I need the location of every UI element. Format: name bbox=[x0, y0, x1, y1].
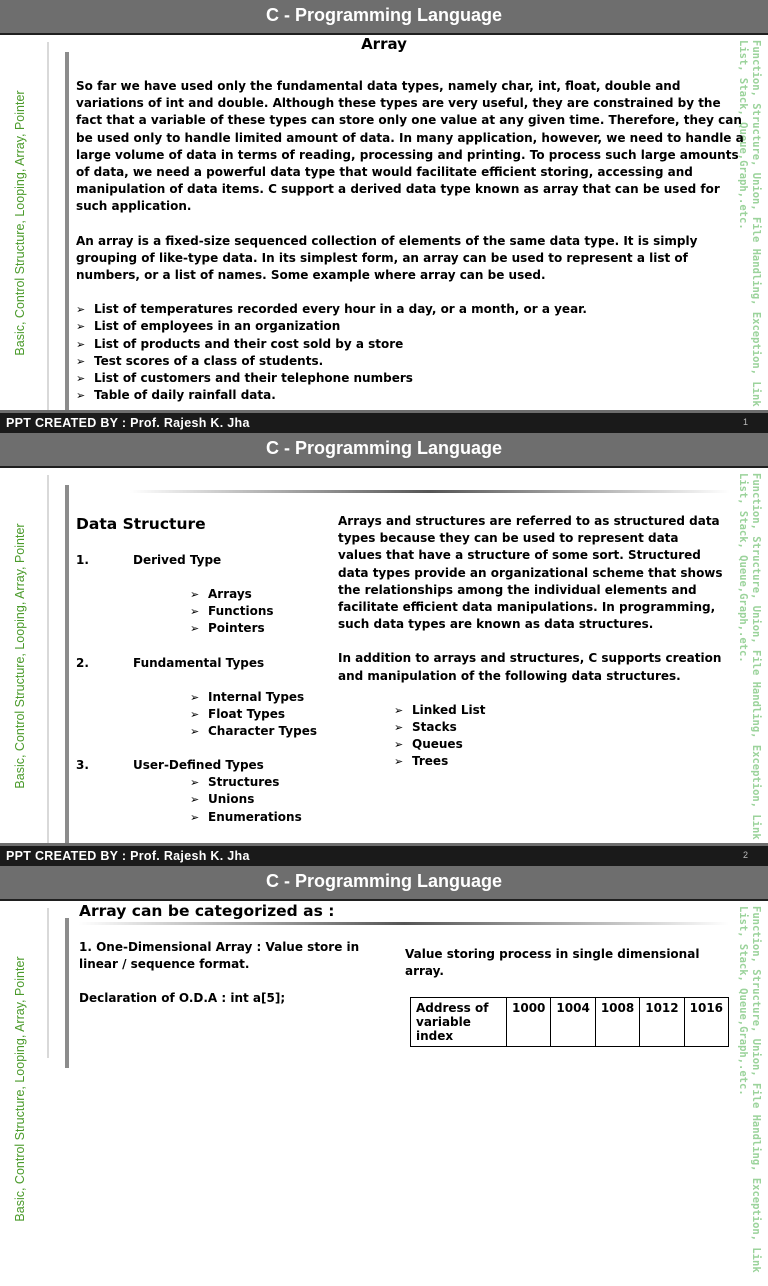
divider-line bbox=[65, 52, 69, 410]
paragraph: So far we have used only the fundamental data types, namely char, int, float, double and variations of int and double. Although these types are very useful, they are constrained by the fact that a variable of these types can store only one value at any given time. Therefore, they can be used only to handle limited amount of data. In many application, however, we need to handle a large volume of data in terms of reading, processing and printing. To process such large amounts of data, we need a powerful data type that would facilitate efficient storing, accessing and manipulation of data items. C support a derived data type known as array that can be used for such application. bbox=[76, 79, 744, 214]
left-topic-strip bbox=[0, 901, 40, 1276]
slide-header-title: C - Programming Language bbox=[265, 438, 503, 458]
group-label: Derived Type bbox=[133, 553, 222, 567]
slide-header-title: C - Programming Language bbox=[265, 5, 503, 25]
slide-2 bbox=[0, 433, 768, 866]
left-topic-text: Basic, Control Structure, Looping, Array, Pointer bbox=[13, 955, 27, 1222]
right-topic-text: Function, Structure, Union, File Handling, Exception, Link List, Stack, Queue,Graph,.etc. bbox=[737, 40, 762, 407]
right-topic-strip bbox=[730, 906, 768, 1276]
group-derived bbox=[76, 552, 331, 569]
list-item: ➢ Enumerations bbox=[190, 809, 331, 826]
divider-line bbox=[47, 908, 49, 1058]
paragraph: In addition to arrays and structures, C supports creation and manipulation of the following data structures. bbox=[338, 651, 722, 683]
table-cell: 1016 bbox=[684, 998, 728, 1047]
list-item: ➢ Test scores of a class of students. bbox=[76, 353, 744, 370]
heading-rule bbox=[79, 922, 729, 925]
divider-line bbox=[65, 485, 69, 843]
list-item: ➢ Structures bbox=[190, 774, 331, 791]
list-item: ➢ Functions bbox=[190, 603, 331, 620]
left-topic-text: Basic, Control Structure, Looping, Array, Pointer bbox=[13, 89, 27, 356]
list-item: ➢ Unions bbox=[190, 791, 331, 808]
page-number: 2 bbox=[742, 850, 748, 860]
slide-title-bar bbox=[0, 866, 768, 901]
table-cell: 1012 bbox=[640, 998, 684, 1047]
slide-title-bar bbox=[0, 0, 768, 35]
group-fundamental bbox=[76, 655, 331, 672]
list-item: ➢ Internal Types bbox=[190, 689, 331, 706]
table-cell: 1000 bbox=[507, 998, 551, 1047]
list-item: ➢ List of products and their cost sold by a store bbox=[76, 336, 744, 353]
list-item: ➢ List of temperatures recorded every hour in a day, or a month, or a year. bbox=[76, 301, 744, 318]
section-heading: Array can be categorized as : bbox=[79, 902, 335, 920]
list-item: ➢ Queues bbox=[394, 736, 723, 753]
slide-body bbox=[76, 78, 744, 404]
list-item: ➢ List of customers and their telephone numbers bbox=[76, 370, 744, 387]
list-item: ➢ List of employees in an organization bbox=[76, 318, 744, 335]
group-label: Fundamental Types bbox=[133, 655, 265, 670]
bullet-list bbox=[76, 301, 744, 404]
paragraph: Arrays and structures are referred to as structured data types because they can be used to represent data values that have a structure of some sort. Structured data types provide an organizational scheme that shows the relationships among the individual elements and facilitate efficient data manipulations. In programming, such data types are known as data structures. bbox=[338, 514, 723, 632]
list-item: ➢ Pointers bbox=[190, 620, 331, 637]
table-row bbox=[411, 998, 729, 1047]
group-number: 1. bbox=[76, 553, 89, 567]
paragraph: An array is a fixed-size sequenced collection of elements of the same data type. It is simply grouping of like-type data. In its simplest form, an array can be used to represent a list of numbers, or a list of names. Some example where array can be used. bbox=[76, 233, 698, 283]
list-item: ➢ Trees bbox=[394, 753, 723, 770]
slide-footer bbox=[0, 410, 768, 433]
section-heading: Data Structure bbox=[76, 515, 206, 533]
list-item: ➢ Arrays bbox=[190, 586, 331, 603]
divider-line bbox=[47, 475, 49, 843]
process-caption: Value storing process in single dimensional array. bbox=[405, 947, 700, 979]
slide-footer bbox=[0, 843, 768, 866]
footer-credit: PPT CREATED BY : Prof. Rajesh K. Jha bbox=[6, 416, 250, 430]
table-cell: 1008 bbox=[595, 998, 639, 1047]
right-topic-text: Function, Structure, Union, File Handling, Exception, Link List, Stack, Queue,Graph,.etc. bbox=[737, 473, 762, 840]
left-topic-strip bbox=[0, 35, 40, 410]
structure-list bbox=[76, 552, 331, 826]
group-number: 3. bbox=[76, 758, 89, 773]
table-cell: 1004 bbox=[551, 998, 595, 1047]
divider-line bbox=[65, 918, 69, 1068]
list-item: ➢ Float Types bbox=[190, 706, 331, 723]
slide-3 bbox=[0, 866, 768, 1273]
table-cell: Address of variable index bbox=[411, 998, 507, 1047]
right-topic-strip bbox=[730, 473, 768, 843]
left-topic-text: Basic, Control Structure, Looping, Array, Pointer bbox=[13, 522, 27, 789]
address-table bbox=[410, 997, 729, 1047]
bullet-list bbox=[190, 774, 331, 826]
bullet-list bbox=[190, 689, 331, 741]
right-topic-text: Function, Structure, Union, File Handling, Exception, Link List, Stack, Queue,Graph,.etc. bbox=[737, 906, 762, 1273]
data-structure-list bbox=[394, 702, 723, 771]
bullet-list bbox=[190, 586, 331, 638]
slide-header-title: C - Programming Language bbox=[265, 871, 503, 891]
structure-description bbox=[338, 513, 723, 771]
list-item: ➢ Table of daily rainfall data. bbox=[76, 387, 744, 404]
list-item: ➢ Character Types bbox=[190, 723, 331, 740]
footer-credit: PPT CREATED BY : Prof. Rajesh K. Jha bbox=[6, 849, 250, 863]
heading-rule bbox=[130, 490, 730, 493]
list-item: ➢ Linked List bbox=[394, 702, 723, 719]
list-item: ➢ Stacks bbox=[394, 719, 723, 736]
paragraph: 1. One-Dimensional Array : Value store in linear / sequence format. bbox=[79, 940, 360, 972]
slide-heading: Array bbox=[361, 35, 407, 53]
group-number: 2. bbox=[76, 655, 89, 670]
declaration: Declaration of O.D.A : int a[5]; bbox=[79, 991, 286, 1006]
oda-description bbox=[79, 939, 389, 1008]
group-user-defined bbox=[76, 757, 331, 774]
page-number: 1 bbox=[742, 417, 748, 427]
left-topic-strip bbox=[0, 468, 40, 843]
slide-title-bar bbox=[0, 433, 768, 468]
slide-1 bbox=[0, 0, 768, 433]
divider-line bbox=[47, 42, 49, 410]
group-label: User-Defined Types bbox=[133, 758, 264, 773]
